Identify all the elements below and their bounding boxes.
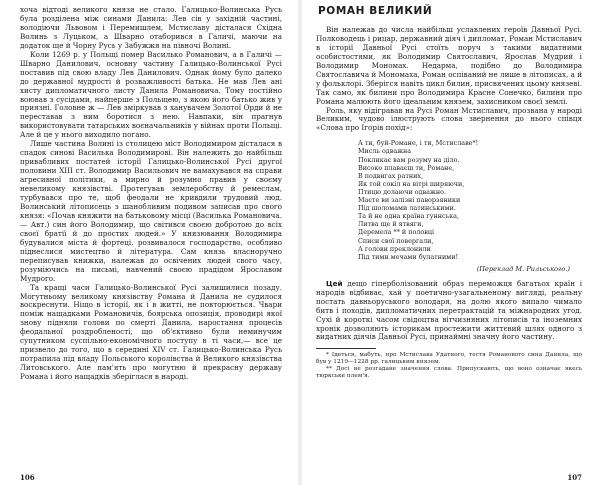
right-paragraph-2: Роль, яку відігравав на Русі Роман Мстиславич, прозвана у народі Великим, чудово ілюструють слова звернення до нього співця «Слова про Ігорів похід»: [316, 105, 582, 133]
left-paragraph-1: хоча відтоді великого князя не стало. Галицько-Волинська Русь була розділена між синами Данила: Лев сів у західній частині, володіючи Львовом і Перемишлем, Мстиславу дісталася Східна Волинь з Луцьком, а Шварно отаборився в Галичі, маючи на додаток ще й Чорну Русь у Забужжя на півночі Волині. [20, 5, 282, 50]
poem-attribution: (Переклад М. Рильського.) [476, 264, 570, 273]
poem-line: Покликає вам розуму на діло. [358, 155, 460, 164]
footnote-divider [316, 348, 376, 349]
paragraph-body: дещо гіперболізований образ переможця багатьох країн і народів відбиває, хай у поетично-узагальненому вигляді, реальну постать давньоруського володаря, на долю якого випало чимало битв і походів, дипломатичних перетрактацій та міжнародних угод. Сухі й короткі часом свідоцтва вітчизняних літописів та іноземних хронік дозволяють історикам простежити життєвий шлях одного з видатних діячів Давньої Русі, принаймні значну його частину. [316, 278, 582, 342]
paragraph-lead-word: Цей [326, 278, 343, 288]
poem-line: Птицю долаючи одважно. [358, 187, 447, 196]
poem-line: Деремела ** й половці [358, 228, 434, 237]
poem-quote [316, 139, 582, 260]
poem-line: Мисль одважна [358, 147, 412, 156]
poem-line: Списи свої повергали, [358, 236, 434, 245]
footnote-2: ** Досі не розгадане значення слова. Припускають, що воно означає якесь тюркське плем'я. [316, 366, 582, 380]
poem-line: Литва ще й ятвяги, [358, 220, 424, 229]
poem-line: Як той сокіл на вітрі ширяючи, [358, 179, 465, 188]
poem-line: Маєте ви залізні паворзяники [358, 196, 461, 205]
right-paragraph-1: Він належав до числа найбільш уславлених героїв Давньої Русі. Полководець і рицар, державний діяч і дипломат, Роман Мстиславич в історії Давньої Русі стоїть поруч з такими видатними особистостями, як Володимир Святославич, Ярослав Мудрий і Володимир Мономах. Недарма, подібно до Володимира Святославича й Мономаха, Роман оспіваний не лише в літописах, а й у фольклорі. Зберігся навіть цикл билин, присвячених цьому князеві. Так само, як билини про Володимира Красне Сонечко, билини про Романа малюють його ідеальним князем, захисником своєї землі. [316, 24, 582, 106]
right-text-column [316, 7, 582, 380]
poem-line: А голови преклонили [358, 244, 431, 253]
poem-line: А ти, буй-Романе, і ти, Мстиславе*! [358, 139, 479, 148]
left-text-column [20, 6, 282, 382]
poem-line: Та й не одна країна гуннська, [358, 212, 459, 221]
left-paragraph-2: Коли 1269 р. у Польщі помер Василько Романович, а в Галичі — Шварно Данилович, основну частину Галицько-Волинської Русі поставив під свою владу Лев Данилович. Однак йому було далеко до державної мудрості й розважливості батька. Не мав Лев ані хисту дипломатичного листу Данила Романовича. Тому постійно воював з сусідами, найперше з Польщею, з якою його батько жив у приязні. Головне ж — Лев зміркував з ханувачем Золотої Орди й не переставав з ним боротися з нею. Навпаки, він прагнув використовувати татарських воєначальників у війнах проти Польщі. Але й це у нього виходило погано. [20, 49, 282, 140]
poem-line: Під шоломами латинськими. [358, 204, 456, 213]
chapter-title: РОМАН ВЕЛИКИЙ [318, 5, 433, 17]
right-page [300, 0, 600, 485]
left-paragraph-4: Та кращі часи Галицько-Волинської Русі залишилися позаду. Могутньому великому князівству Романа й Данила не судилося воскреснути. Ніщо в історії, як і в житті, не повторюється. Чвари поміж нащадками Романовичів, боярська опозиція, проводирі якої знову підняли голови по смерті Данила, наростання процесів феодальної роздробленості, що об'єктивно були неминучим супутником суспільно-економічного поступу в ті часи,— все це призвело до того, що в середині XIV ст. Галицько-Волинська Русь потрапила під владу Польського королівства й Великого князівства Литовського. Але пам'ять про могутню й прекрасну державу Романа і його нащадків зберіглася в народі. [20, 282, 282, 382]
left-paragraph-3: Лише частина Волині із столицею міст Володимиром дісталася в спадок синові Василька Володимирові. Він належить до найбільш привабливих постатей історії Галицько-Волинської Русі другої половини XIII ст. Володимир Васильович не вамахувався на справи агресивної політики, а мирно й розумно правив у своєму невеликому князівстві. Протегував землеробству й ремеслам, турбувався про те, щоб феодали не кривдили трудовий люд. Волинський літописець з шанобливим подивом записав про свого князя: «Почав княжити на батьковому місці (Василька Романовича.— Авт.) син його Володимир, що світився своєю добротою до всіх своєї братії й до простих людей.» У князювання Володимира будувалися міста й фортеці, розвивалося господарство, особливо піднеслися мистецтво й література. Сам князь власноручно переписував книжки, належав до освічених людей свого часу, розуміючись на письмі, навчений своєю прадідом Ярославом Мудрого. [20, 139, 282, 283]
poem-line: В подвигах ратних, [358, 171, 424, 180]
footnote-1: * Ідеться, мабуть, про Мстислава Удатного, тестя Романового сина Данила, що був у 1219—1228 рр. галицьким князем. [316, 352, 582, 366]
left-page-number: 106 [20, 473, 35, 482]
right-page-number: 107 [567, 473, 582, 482]
poem-line: Високо плаваєш ти, Романе, [358, 163, 455, 172]
right-paragraph-3 [316, 280, 582, 343]
poem-line: Під тими мечами булатними! [358, 252, 459, 261]
